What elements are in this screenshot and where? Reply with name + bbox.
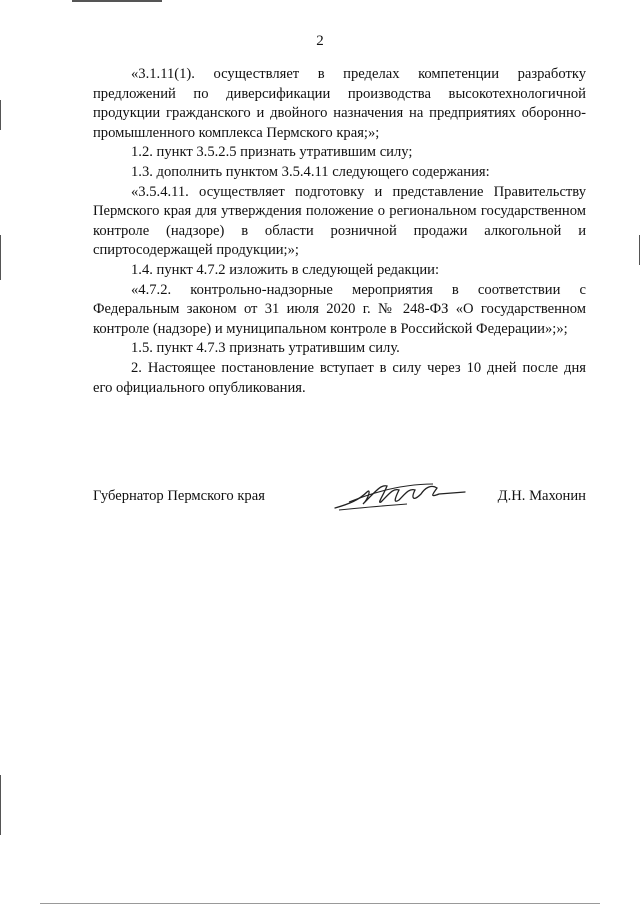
scan-mark-bottom (40, 903, 600, 904)
paragraph-4-7-2: «4.7.2. контрольно-надзорные мероприятия в соответствии с Федеральным законом от 31 июля 2020 г. № 248-ФЗ «О государственном контроле (надзоре) и муниципальном контроле в Российской Федерации»;»; (93, 281, 586, 337)
signatory-name: Д.Н. Махонин (497, 488, 586, 504)
scan-mark-left (0, 235, 1, 280)
paragraph-1-5: 1.5. пункт 4.7.3 признать утратившим силу. (131, 340, 400, 357)
paragraph-3-5-4-11: «3.5.4.11. осуществляет подготовку и представление Правительству Пермского края для утверждения положение о региональном государственном контроле (надзоре) в области розничной продажи алкогольной и спиртосодержащей продукции;»; (93, 183, 586, 259)
paragraph-1-2: 1.2. пункт 3.5.2.5 признать утратившим силу; (131, 144, 413, 161)
paragraph-2: 2. Настоящее постановление вступает в силу через 10 дней после дня его официального опубликования. (93, 359, 586, 396)
document-body (93, 65, 586, 398)
paragraph-3-1-11-1: «3.1.11(1). осуществляет в пределах компетенции разработку предложений по диверсификации производства высокотехнологичной продукции гражданского и двойного назначения на предприятиях оборонно-промышленного комплекса Пермского края;»; (93, 66, 586, 141)
handwritten-signature-icon (329, 474, 469, 518)
signature-block (93, 488, 586, 528)
scan-mark-left (0, 100, 1, 130)
scan-mark-top (72, 0, 162, 2)
page-number: 2 (316, 33, 324, 49)
paragraph-1-4: 1.4. пункт 4.7.2 изложить в следующей редакции: (131, 261, 440, 278)
scan-mark-left (0, 775, 1, 835)
signatory-title: Губернатор Пермского края (93, 488, 265, 504)
paragraph-1-3: 1.3. дополнить пунктом 3.5.4.11 следующего содержания: (131, 163, 490, 180)
